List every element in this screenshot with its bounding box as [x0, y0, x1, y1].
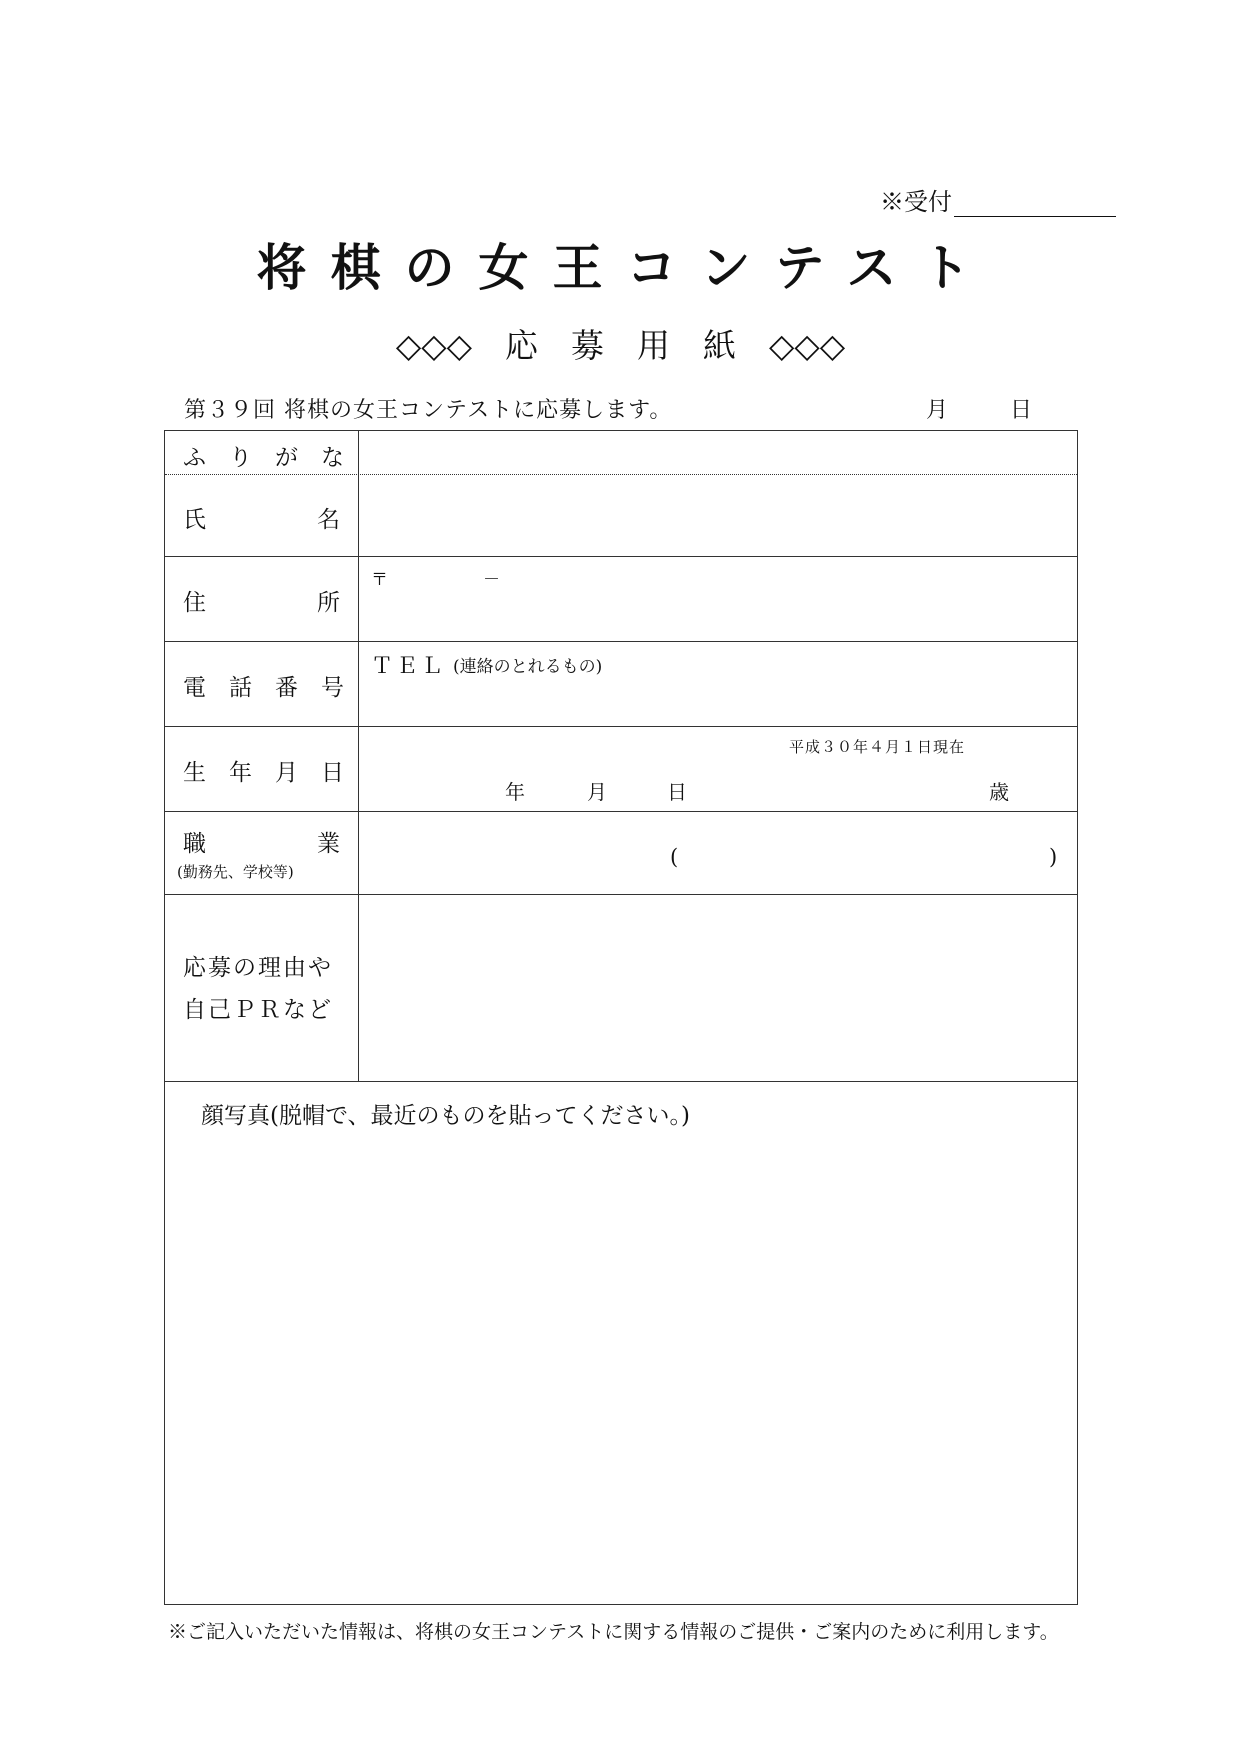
- reason-label-line1: 応募の理由や: [183, 955, 333, 981]
- page-title: 将棋の女王コンテスト: [256, 239, 995, 297]
- row-divider-reason: [165, 1081, 1077, 1082]
- application-form: [164, 430, 1078, 1605]
- row-divider-address: [165, 641, 1077, 642]
- phone-input[interactable]: [361, 644, 1073, 724]
- row-divider-job: [165, 894, 1077, 895]
- name-label-second: 名: [317, 507, 340, 533]
- address-label-second: 所: [317, 590, 340, 616]
- name-input[interactable]: [361, 477, 1073, 553]
- date-day-label: 日: [1010, 398, 1033, 423]
- row-divider-furigana: [165, 474, 1077, 475]
- row-divider-name: [165, 556, 1077, 557]
- reason-textarea[interactable]: [361, 897, 1073, 1079]
- birth-label: 生 年 月 日: [183, 760, 344, 786]
- column-divider: [358, 431, 359, 1081]
- intro-text: 第３９回 将棋の女王コンテストに応募します。: [184, 398, 673, 423]
- tel-prefix: ＴＥＬ: [371, 654, 447, 679]
- receipt-field: [880, 182, 1116, 217]
- job-label-second: 業: [317, 831, 340, 857]
- reason-label-line2: 自己ＰＲなど: [183, 997, 333, 1023]
- postal-mark-icon: 〒: [371, 570, 388, 590]
- tel-note: (連絡のとれるもの): [453, 657, 603, 677]
- photo-area[interactable]: [169, 1131, 1073, 1601]
- photo-label: 顔写真(脱帽で、最近のものを貼ってください。): [201, 1103, 690, 1129]
- birth-year-label: 年: [505, 780, 525, 804]
- birth-month-label: 月: [587, 780, 607, 804]
- address-label-first: 住: [183, 590, 206, 616]
- date-month-label: 月: [926, 398, 949, 423]
- postal-dash: －: [483, 570, 500, 590]
- job-paren-close: ): [1049, 845, 1058, 869]
- receipt-blank[interactable]: [954, 190, 1116, 217]
- job-label-first: 職: [183, 831, 206, 857]
- job-paren-open: (: [670, 845, 679, 869]
- footnote: ※ご記入いただいた情報は、将棋の女王コンテストに関する情報のご提供・ご案内のために利用します。: [168, 1621, 1059, 1643]
- birth-day-label: 日: [667, 780, 687, 804]
- job-input[interactable]: [361, 815, 1073, 891]
- address-input[interactable]: [361, 559, 1073, 639]
- form-subtitle: ◇◇◇ 応 募 用 紙 ◇◇◇: [395, 326, 846, 365]
- job-note: (勤務先、学校等): [177, 863, 294, 881]
- phone-label: 電 話 番 号: [183, 675, 344, 701]
- row-divider-birth: [165, 811, 1077, 812]
- row-divider-phone: [165, 726, 1077, 727]
- name-label-first: 氏: [183, 507, 206, 533]
- furigana-label: ふ り が な: [183, 445, 344, 471]
- as-of-note: 平成３０年４月１日現在: [789, 738, 966, 756]
- age-label: 歳: [989, 780, 1009, 804]
- furigana-input[interactable]: [361, 433, 1073, 471]
- receipt-label: ※受付: [880, 188, 952, 216]
